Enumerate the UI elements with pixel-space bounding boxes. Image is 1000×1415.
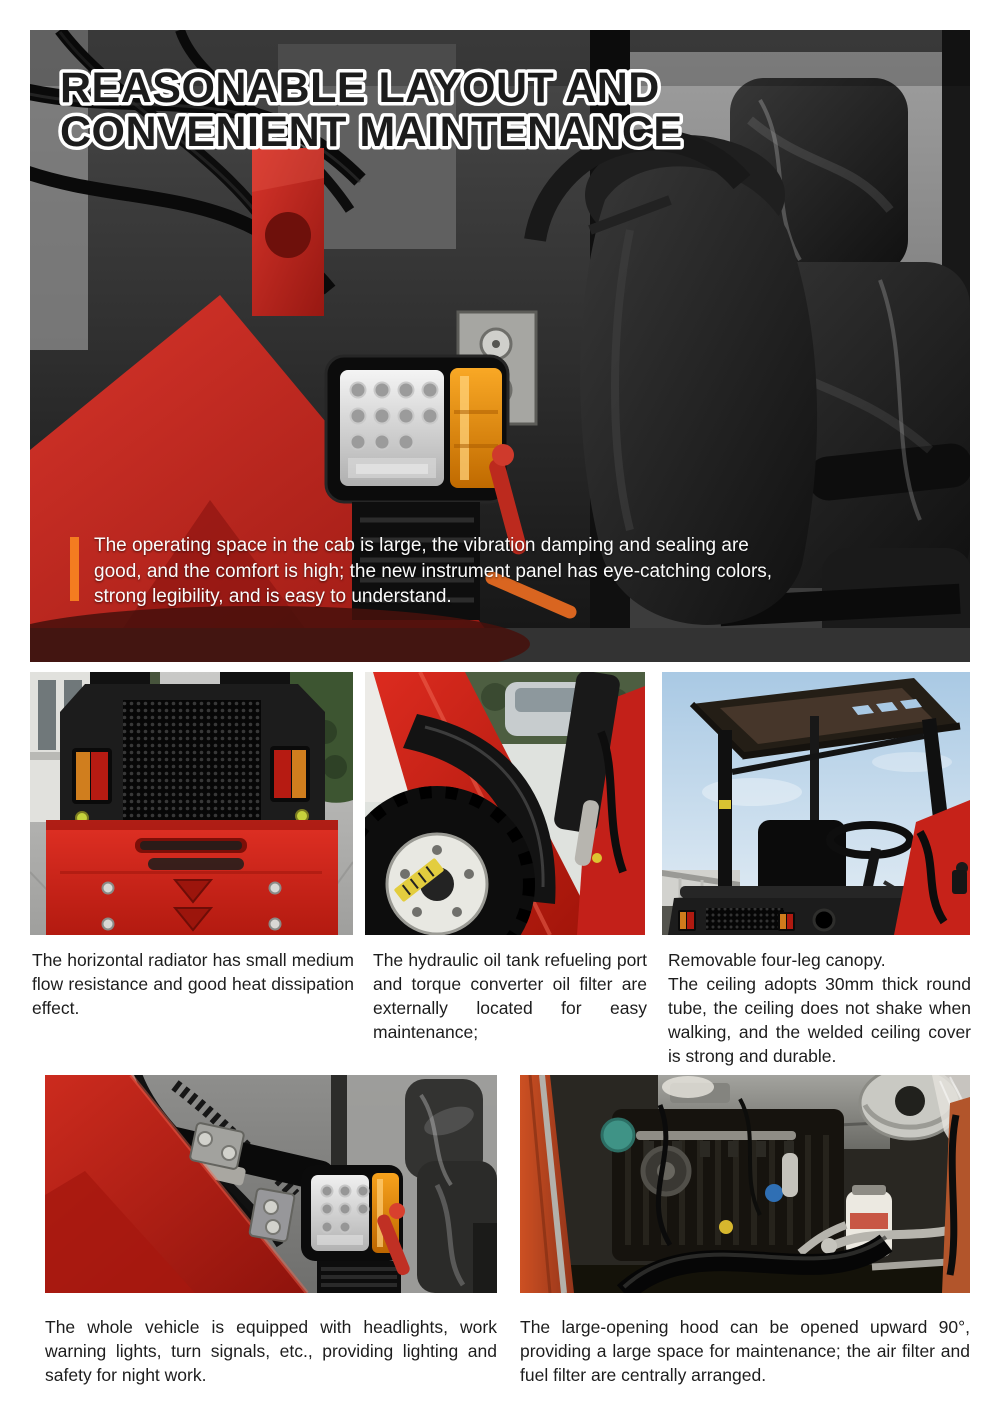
frame-step bbox=[473, 1223, 497, 1293]
canopy-photo bbox=[662, 672, 970, 935]
caption-radiator-text: The horizontal radiator has small medium flow resistance and good heat dissipation effect. bbox=[32, 950, 354, 1018]
light-mount bbox=[317, 1261, 401, 1293]
hydraulic-tank-art bbox=[365, 672, 645, 935]
headlights-photo bbox=[45, 1075, 497, 1293]
caption-radiator bbox=[32, 948, 354, 1020]
accent-bar bbox=[70, 537, 79, 601]
hero-caption bbox=[70, 533, 810, 610]
radiator-art bbox=[30, 672, 353, 935]
engine-art bbox=[520, 1075, 970, 1293]
engine-photo bbox=[520, 1075, 970, 1293]
title-line-2: CONVENIENT MAINTENANCE bbox=[60, 108, 683, 156]
caption-canopy bbox=[668, 948, 971, 1068]
caption-engine-text: The large-opening hood can be opened upward 90°, providing a large space for maintenance; the air filter and fuel filter are centrally arranged. bbox=[520, 1317, 970, 1385]
canopy-art bbox=[662, 672, 970, 935]
page-title bbox=[56, 58, 816, 190]
caption-engine bbox=[520, 1315, 970, 1387]
tail-light-left bbox=[72, 748, 112, 804]
caption-hydraulic-tank-text: The hydraulic oil tank refueling port and torque converter oil filter are externally located for easy maintenance; bbox=[373, 950, 647, 1042]
hero-caption-text: The operating space in the cab is large, the vibration damping and sealing are good, and the comfort is high; the new instrument panel has eye-catching colors, strong legibility, and is easy to understand. bbox=[94, 535, 773, 607]
caption-canopy-line1: Removable four-leg canopy. bbox=[668, 950, 886, 970]
caption-hydraulic-tank bbox=[373, 948, 647, 1044]
hero-cab-photo bbox=[30, 30, 970, 662]
engine-block bbox=[602, 1109, 844, 1261]
hydraulic-tank-photo bbox=[365, 672, 645, 935]
caption-canopy-rest: The ceiling adopts 30mm thick round tube, the ceiling does not shake when walking, and the welded ceiling cover is strong and durable. bbox=[668, 974, 971, 1066]
radiator-photo bbox=[30, 672, 353, 935]
caption-headlights-text: The whole vehicle is equipped with headlights, work warning lights, turn signals, etc., providing lighting and safety for night work. bbox=[45, 1317, 497, 1385]
headlight-unit bbox=[326, 356, 508, 502]
title-line-1: REASONABLE LAYOUT AND bbox=[60, 64, 660, 112]
headlights-art bbox=[45, 1075, 497, 1293]
radiator-red-body bbox=[46, 820, 338, 935]
caption-headlights bbox=[45, 1315, 497, 1387]
rear-hood bbox=[668, 886, 916, 935]
tail-light-right bbox=[270, 746, 310, 802]
